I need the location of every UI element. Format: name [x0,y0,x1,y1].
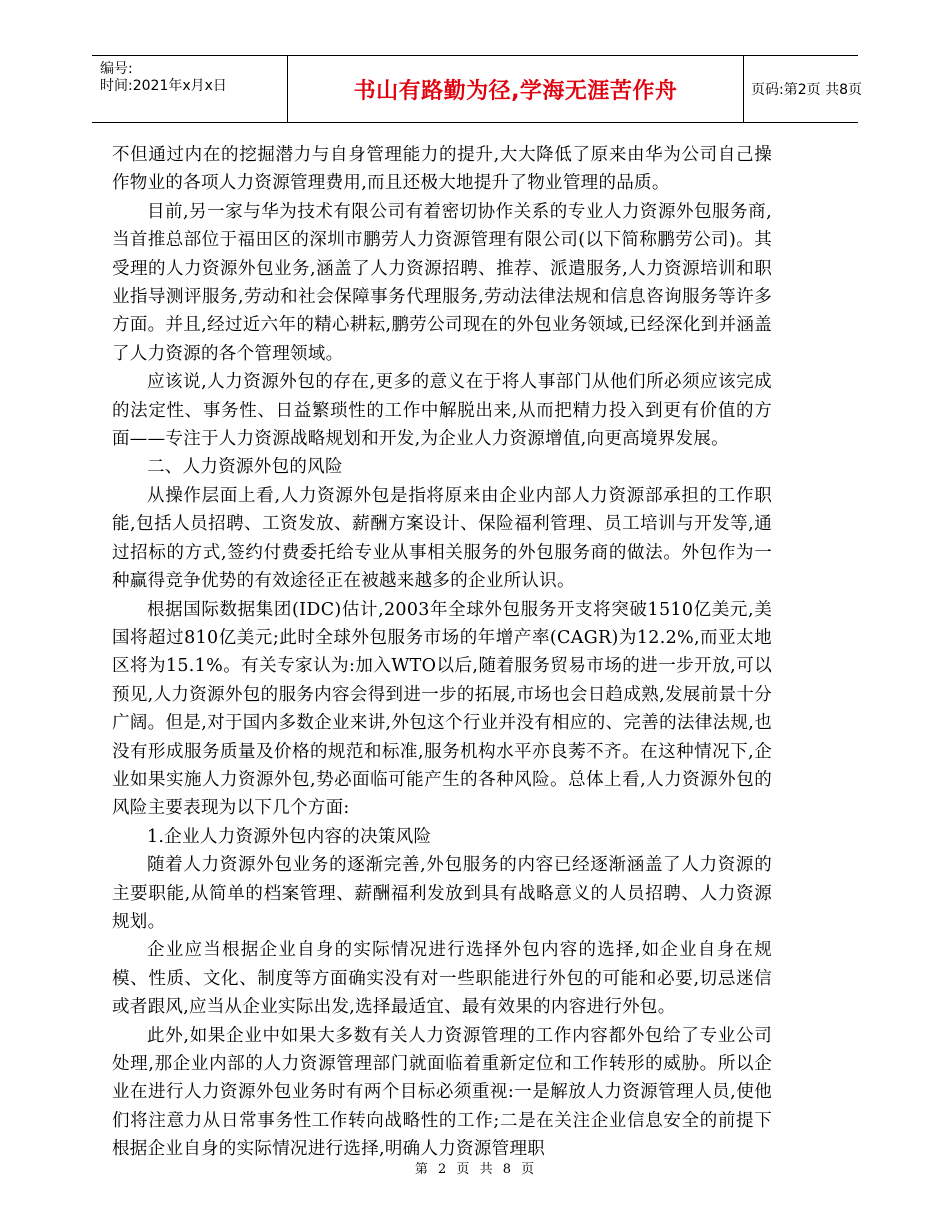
subsection-heading-1: 1.企业人力资源外包内容的决策风险 [147,826,432,847]
document-number-label: 编号: [100,61,133,77]
header-motto: 书山有路勤为径,学海无涯苦作舟 [353,78,678,104]
document-body [112,141,772,1164]
paragraph-2: 目前,另一家与华为技术有限公司有着密切协作关系的专业人力资源外包服务商,当首推总部位于福田区的深圳市鹏劳人力资源管理有限公司(以下简称鹏劳公司)。其受理的人力资源外包业务,涵盖了人力资源招聘、推荐、派遣服务,人力资源培训和职业指导测评服务,劳动和社会保障事务代理服务,劳动法律法规和信息咨询服务等许多方面。并且,经过近六年的精心耕耘,鹏劳公司现在的外包业务领域,已经深化到并涵盖了人力资源的各个管理领域。 [112,201,772,364]
footer-ye: 页 [456,1162,471,1177]
footer-di: 第 [414,1162,429,1177]
paragraph-1: 不但通过内在的挖掘潜力与自身管理能力的提升,大大降低了原来由华为公司自己操作物业的各项人力资源管理费用,而且还极大地提升了物业管理的品质。 [112,145,772,194]
section-heading-2: 二、人力资源外包的风险 [147,457,343,478]
footer-page-number: 2 [437,1162,448,1177]
page-footer [0,1158,950,1177]
footer-ye2: 页 [521,1162,536,1177]
paragraph-7: 企业应当根据企业自身的实际情况进行选择外包内容的选择,如企业自身在规模、性质、文化、制度等方面确实没有对一些职能进行外包的可能和必要,切忌迷信或者跟风,应当从企业实际出发,选择最适宜、最有效果的内容进行外包。 [112,940,772,1018]
page-header [92,55,862,123]
header-meta [92,56,287,122]
paragraph-8: 此外,如果企业中如果大多数有关人力资源管理的工作内容都外包给了专业公司处理,那企业内部的人力资源管理部门就面临着重新定位和工作转形的威胁。所以企业在进行人力资源外包业务时有两个目标必须重视:一是解放人力资源管理人员,使他们将注意力从日常事务性工作转向战略性的工作;二是在关注企业信息安全的前提下根据企业自身的实际情况进行选择,明确人力资源管理职 [112,1025,772,1160]
header-page-code: 页码:第2页 共8页 [751,82,862,98]
paragraph-4: 从操作层面上看,人力资源外包是指将原来由企业内部人力资源部承担的工作职能,包括人员招聘、工资发放、薪酬方案设计、保险福利管理、员工培训与开发等,通过招标的方式,签约付费委托给专业从事相关服务的外包服务商的做法。外包作为一种赢得竞争优势的有效途径正在被越来越多的企业所认识。 [112,485,772,592]
paragraph-5: 根据国际数据集团(IDC)估计,2003年全球外包服务开支将突破1510亿美元,美国将超过810亿美元;此时全球外包服务市场的年增产率(CAGR)为12.2%,而亚太地区将为15.1%。有关专家认为:加入WTO以后,随着服务贸易市场的进一步开放,可以预见,人力资源外包的服务内容会得到进一步的拓展,市场也会日趋成熟,发展前景十分广阔。但是,对于国内多数企业来讲,外包这个行业并没有相应的、完善的法律法规,也没有形成服务质量及价格的规范和标准,服务机构水平亦良莠不齐。在这种情况下,企业如果实施人力资源外包,势必面临可能产生的各种风险。总体上看,人力资源外包的风险主要表现为以下几个方面: [112,599,772,819]
paragraph-6: 随着人力资源外包业务的逐渐完善,外包服务的内容已经逐渐涵盖了人力资源的主要职能,从简单的档案管理、薪酬福利发放到具有战略意义的人员招聘、人力资源规划。 [112,855,772,932]
footer-total-pages: 8 [502,1162,512,1177]
header-motto-cell [287,56,744,122]
document-time-label: 时间:2021年x月x日 [100,78,227,94]
paragraph-3: 应该说,人力资源外包的存在,更多的意义在于将人事部门从他们所必须应该完成的法定性、事务性、日益繁琐性的工作中解脱出来,从而把精力投入到更有价值的方面——专注于人力资源战略规划和开发,为企业人力资源增值,向更高境界发展。 [112,372,772,450]
header-page-cell [743,56,862,122]
footer-gong: 共 [479,1162,494,1177]
